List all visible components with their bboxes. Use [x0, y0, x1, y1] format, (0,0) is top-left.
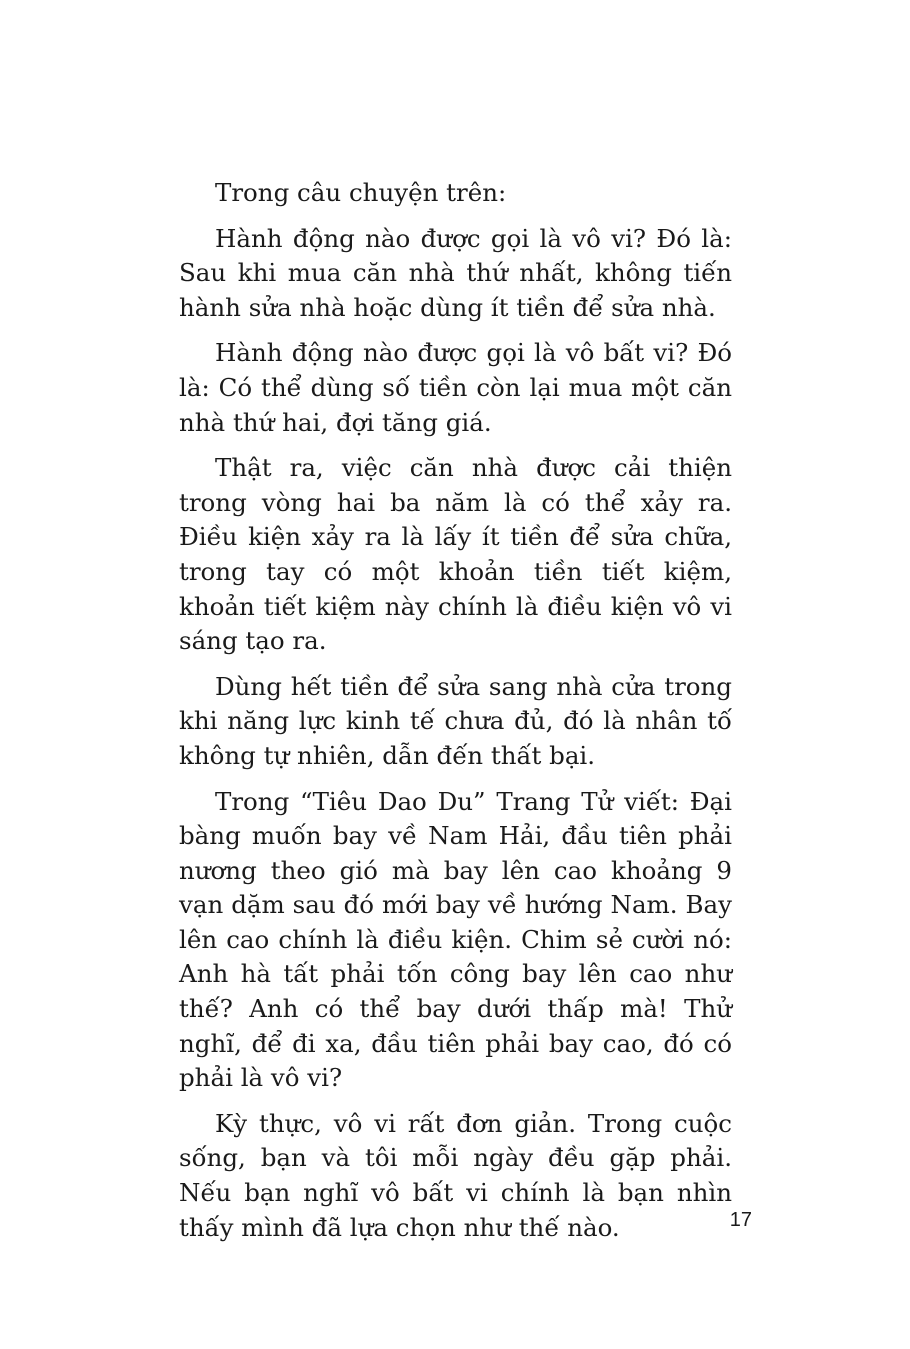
paragraph: Hành động nào được gọi là vô vi? Đó là: Sau khi mua căn nhà thứ nhất, không tiến hành sửa nhà hoặc dùng ít tiền để sửa nhà. — [179, 223, 732, 322]
paragraph: Trong câu chuyện trên: — [215, 178, 507, 207]
paragraph: Trong “Tiêu Dao Du” Trang Tử viết: Đại bàng muốn bay về Nam Hải, đầu tiên phải nương theo gió mà bay lên cao khoảng 9 vạn dặm sau đó mới bay về hướng Nam. Bay lên cao chính là điều kiện. Chim sẻ cười nó: Anh hà tất phải tốn công bay lên cao như thế? Anh có thể bay dưới thấp mà! Thử nghĩ, để đi xa, đầu tiên phải bay cao, đó có phải là vô vi? — [179, 786, 732, 1093]
paragraph: Thật ra, việc căn nhà được cải thiện trong vòng hai ba năm là có thể xảy ra. Điều kiện xảy ra là lấy ít tiền để sửa chữa, trong tay có một khoản tiền tiết kiệm, khoản tiết kiệm này chính là điều kiện vô vi sáng tạo ra. — [179, 453, 732, 656]
paragraph: Dùng hết tiền để sửa sang nhà cửa trong khi năng lực kinh tế chưa đủ, đó là nhân tố không tự nhiên, dẫn đến thất bại. — [179, 671, 732, 770]
paragraph: Kỳ thực, vô vi rất đơn giản. Trong cuộc sống, bạn và tôi mỗi ngày đều gặp phải. Nếu bạn nghĩ vô bất vi chính là bạn nhìn thấy mình đã lựa chọn như thế nào. — [179, 1108, 732, 1242]
body-text — [179, 176, 732, 1256]
paragraph: Hành động nào được gọi là vô bất vi? Đó là: Có thể dùng số tiền còn lại mua một căn nhà thứ hai, đợi tăng giá. — [179, 338, 732, 437]
page-number: 17 — [729, 1209, 752, 1231]
